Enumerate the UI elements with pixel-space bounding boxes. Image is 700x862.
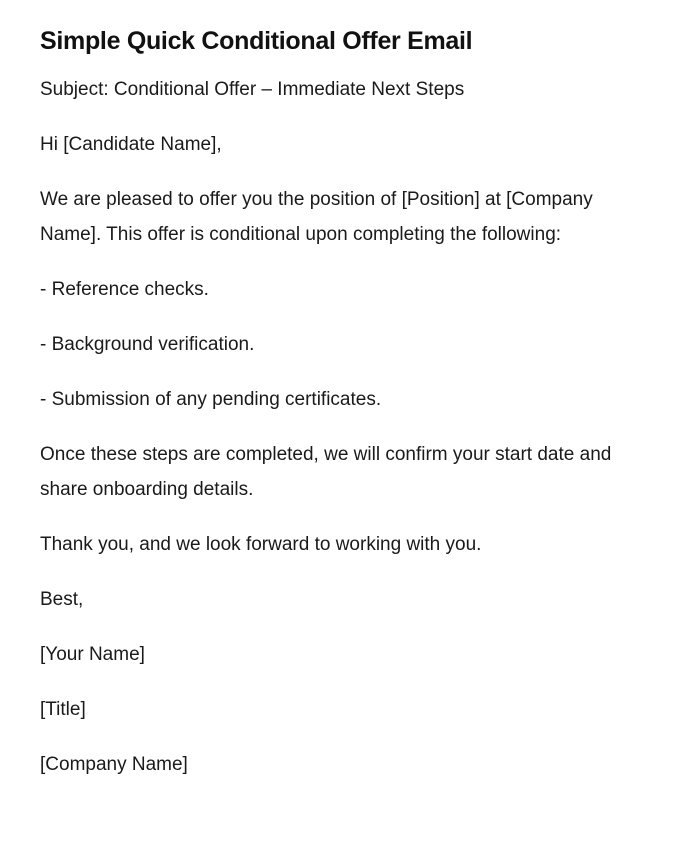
next-steps-paragraph: Once these steps are completed, we will confirm your start date and share onboarding details. bbox=[40, 444, 612, 500]
signature-name: [Your Name] bbox=[40, 644, 145, 665]
document-title: Simple Quick Conditional Offer Email bbox=[40, 27, 473, 55]
offer-paragraph: We are pleased to offer you the position of [Position] at [Company Name]. This offer is conditional upon completing the following: bbox=[40, 189, 593, 245]
list-item: - Reference checks. bbox=[40, 279, 209, 300]
list-item: - Background verification. bbox=[40, 334, 255, 355]
list-item: - Submission of any pending certificates. bbox=[40, 389, 382, 410]
sign-off: Best, bbox=[40, 589, 84, 610]
greeting: Hi [Candidate Name], bbox=[40, 134, 222, 155]
thanks-paragraph: Thank you, and we look forward to working with you. bbox=[40, 534, 482, 555]
signature-company: [Company Name] bbox=[40, 754, 188, 775]
email-subject: Subject: Conditional Offer – Immediate Next Steps bbox=[40, 79, 465, 100]
signature-title: [Title] bbox=[40, 699, 86, 720]
